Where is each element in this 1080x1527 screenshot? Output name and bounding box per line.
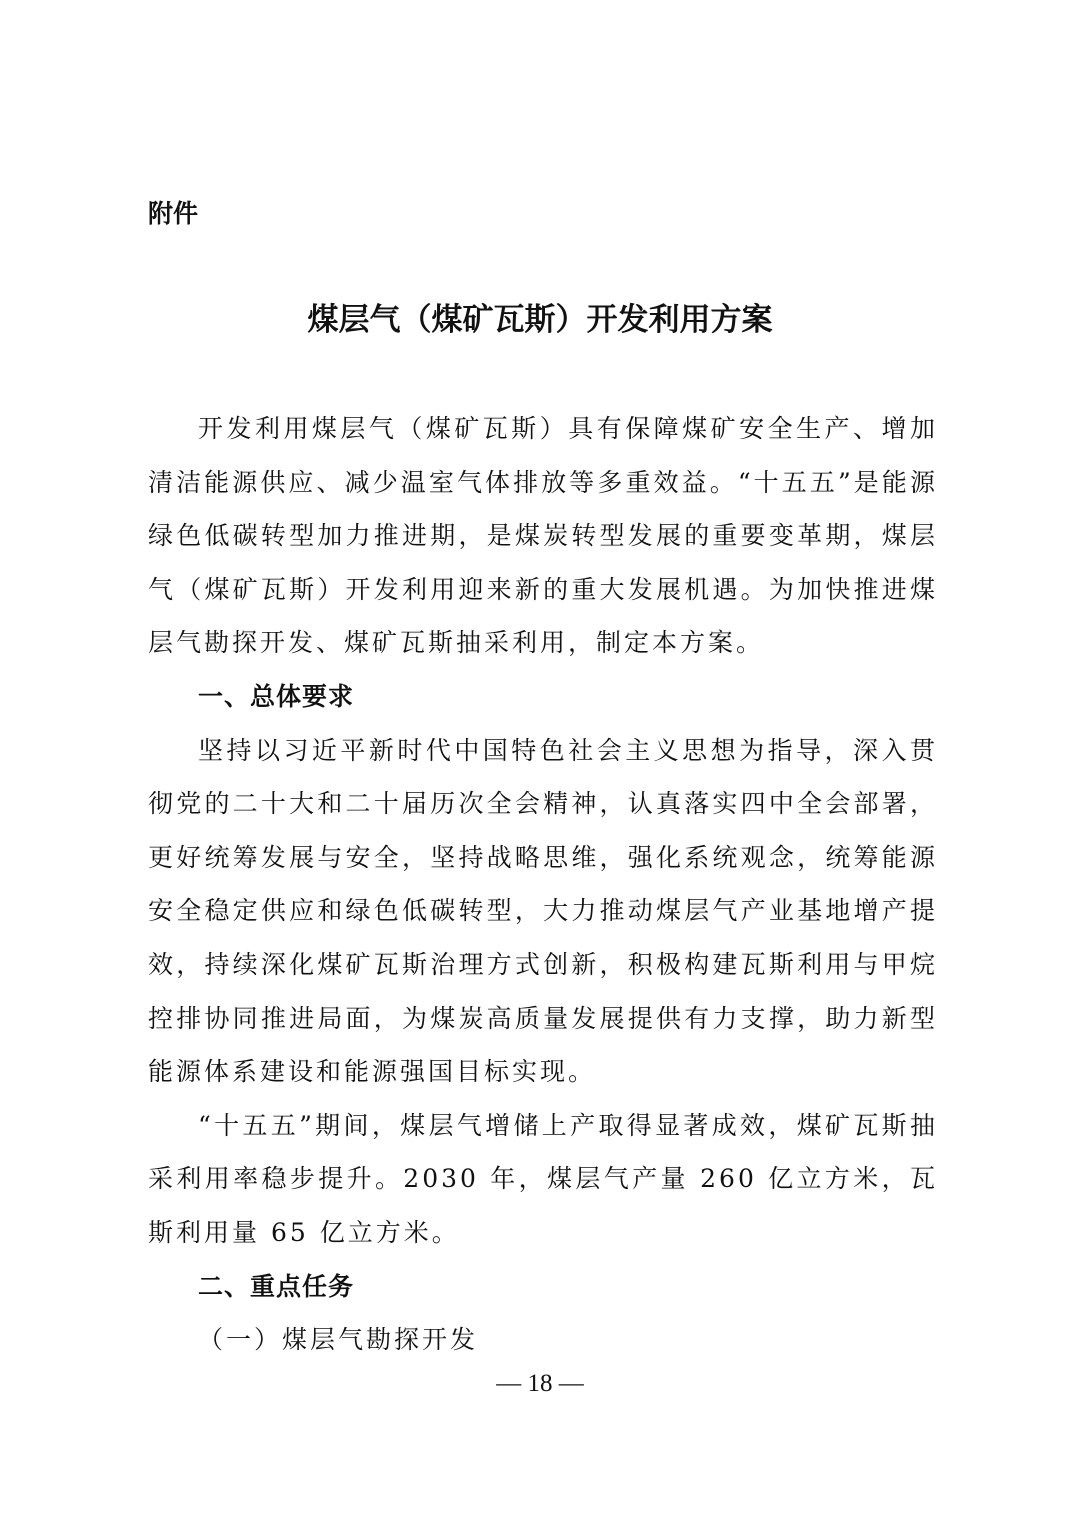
section-heading-general-requirements: 一、总体要求 [198, 681, 355, 711]
document-body [148, 402, 938, 1367]
subsection-heading-cbm-exploration: （一）煤层气勘探开发 [198, 1325, 479, 1355]
page-number: — 18 — [496, 1370, 584, 1397]
section-heading-key-tasks: 二、重点任务 [198, 1271, 355, 1301]
general-requirements-paragraph: 坚持以习近平新时代中国特色社会主义思想为指导，深入贯彻党的二十大和二十届历次全会精神，认真落实四中全会部署，更好统筹发展与安全，坚持战略思维，强化系统观念，统筹能源安全稳定供应和绿色低碳转型，大力推动煤层气产业基地增产提效，持续深化煤矿瓦斯治理方式创新，积极构建瓦斯利用与甲烷控排协同推进局面，为煤炭高质量发展提供有力支撑，助力新型能源体系建设和能源强国目标实现。 [148, 735, 938, 1087]
document-title: 煤层气（煤矿瓦斯）开发利用方案 [307, 302, 773, 338]
attachment-label: 附件 [148, 199, 199, 228]
targets-paragraph: “十五五”期间，煤层气增储上产取得显著成效，煤矿瓦斯抽采利用率稳步提升。2030 年，煤层气产量 260 亿立方米，瓦斯利用量 65 亿立方米。 [148, 1110, 938, 1247]
intro-paragraph: 开发利用煤层气（煤矿瓦斯）具有保障煤矿安全生产、增加清洁能源供应、减少温室气体排放等多重效益。“十五五”是能源绿色低碳转型加力推进期，是煤炭转型发展的重要变革期，煤层气（煤矿瓦斯）开发利用迎来新的重大发展机遇。为加快推进煤层气勘探开发、煤矿瓦斯抽采利用，制定本方案。 [148, 414, 938, 658]
